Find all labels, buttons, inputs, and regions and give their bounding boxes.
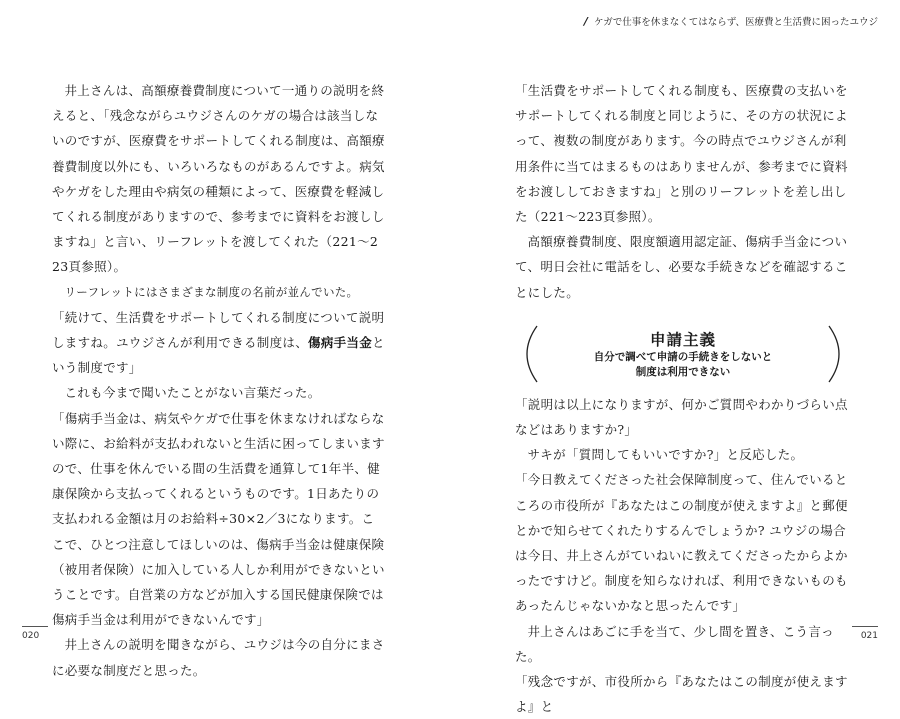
paragraph: 井上さんの説明を聞きながら、ユウジは今の自分にまさに必要な制度だと思った。 [52,637,385,678]
paragraph: リーフレットにはさまざまな制度の名前が並んでいた。 [64,284,359,299]
callout-line: 自分で調べて申請の手続きをしないと [593,350,773,363]
folio-rule [22,626,48,627]
emphasis-term: 傷病手当金 [308,335,373,351]
paragraph: サキが「質問してもいいですか?」と反応した。 [527,447,804,463]
left-page [52,78,386,683]
bracket-arcs-icon [515,322,851,386]
folio-rule [852,626,878,627]
paragraph: 高額療養費制度、限度額適用認定証、傷病手当金について、明日会社に電話をし、必要な手続きなどを確認することにした。 [515,234,848,300]
paragraph: 井上さんは、高額療養費制度について一通りの説明を終えると、「残念ながらユウジさんのケガの場合は該当しないのですが、医療費をサポートしてくれる制度は、高額療養費制度以外にも、いろいろなものがあるんですよ。病気やケガをした理由や病気の種類によって、医療費を軽減してくれる制度がありますので、参考までに資料をお渡ししますね」と言い、リーフレットを渡してくれた（221〜223頁参照）。 [52,83,385,275]
callout-box [515,322,851,386]
page-number-left: 020 [22,626,48,641]
paragraph: 「傷病手当金は、病気やケガで仕事を休まなければならない際に、お給料が支払われないと生活に困ってしまいますので、仕事を休んでいる間の生活費を通算して1年半、健康保険から支払ってくれるというものです。1日あたりの支払われる金額は月のお給料÷30×2／3になります。ここで、ひとつ注意してほしいのは、傷病手当金は健康保険（被用者保険）に加入している人しか利用ができないということです。自営業の方などが加入する国民健康保険では傷病手当金は利用ができないんです」 [52,410,385,628]
paragraph: これも今まで聞いたことがない言葉だった。 [64,385,321,401]
paragraph: 「続けて、生活費をサポートしてくれる制度について説明しますね。ユウジさんが利用できる制度は、傷病手当金という制度です」 [52,309,385,376]
paragraph: 「生活費をサポートしてくれる制度も、医療費の支払いをサポートしてくれる制度と同じように、その方の状況によって、複数の制度があります。今の時点でユウジさんが利用条件に当てはまるものはありませんが、参考までに資料をお渡ししておきますね」と別のリーフレットを差し出した（221〜223頁参照）。 [515,83,848,225]
running-header-text: ケガで仕事を休まなくてはならず、医療費と生活費に困ったユウジ [593,17,878,28]
chapter-mark-icon: / [583,14,588,28]
paragraph: 「残念ですが、市役所から『あなたはこの制度が使えますよ』と [515,674,848,715]
paragraph: 「説明は以上になりますが、何かご質問やわかりづらい点などはありますか?」 [515,396,848,438]
paragraph: 「今日教えてくださった社会保障制度って、住んでいるところの市役所が『あなたはこの制度が使えますよ』と郵便とかで知らせてくれたりするんでしょうか? ユウジの場合は今日、井上さんがていねいに教えてくださったからよかったですけど。制度を知らなければ、利用できないものもあったんじゃないかなと思ったんです」 [515,472,848,614]
page-number-right: 021 [852,626,878,641]
running-header [584,14,878,28]
callout-line: 制度は利用できない [635,365,731,378]
right-page [515,78,851,719]
paragraph: 井上さんはあごに手を当て、少し間を置き、こう言った。 [515,623,834,664]
callout-title: 申請主義 [649,330,716,349]
